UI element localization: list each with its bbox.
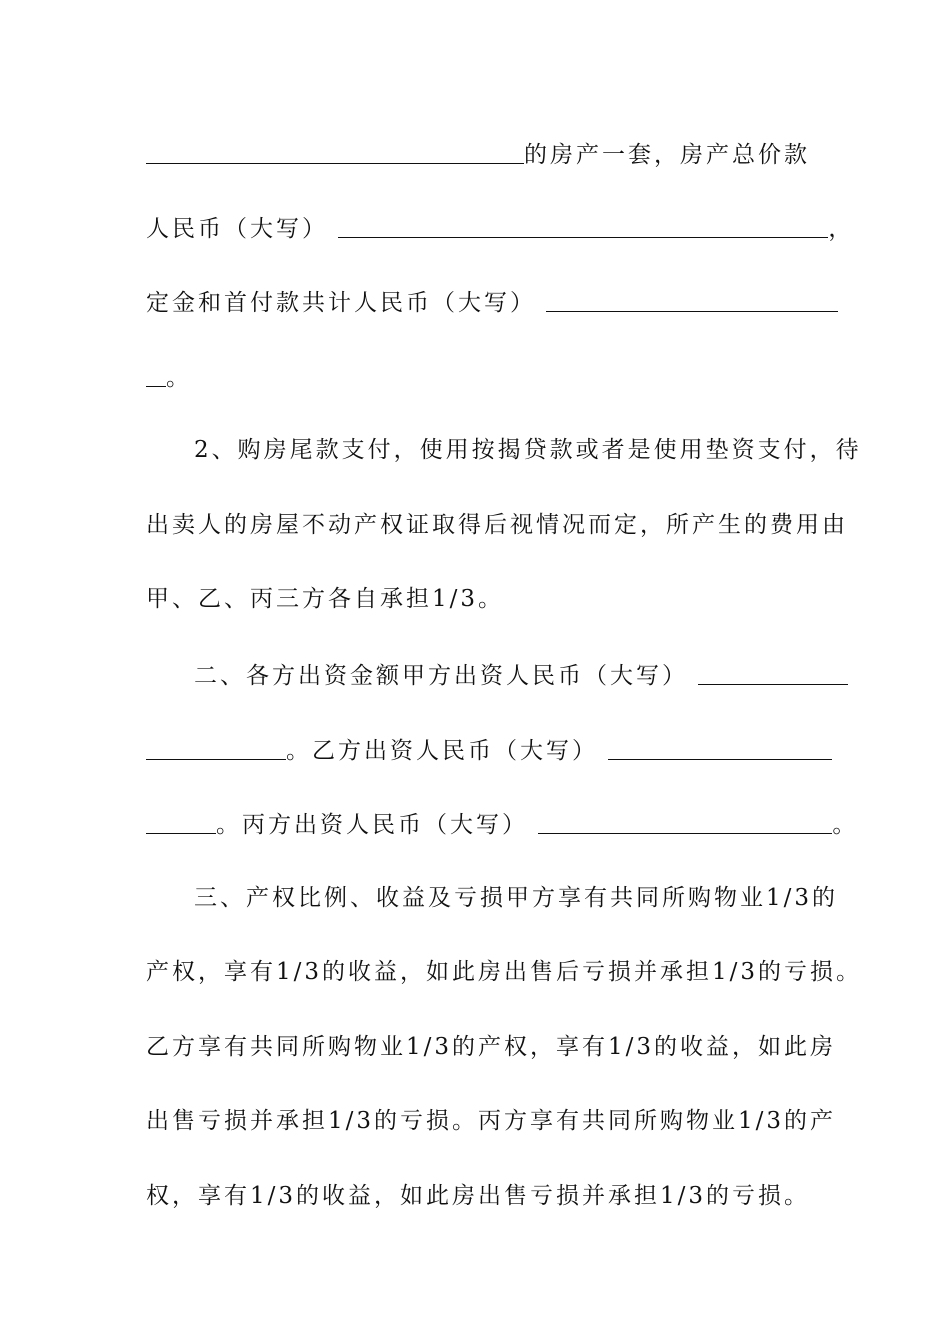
- deposit-continuation-line: [146, 356, 836, 396]
- purchase-property-line: [146, 133, 836, 173]
- party-b-amount-blank[interactable]: [608, 729, 832, 760]
- deposit-label: 定金和首付款共计人民币（大写）: [146, 290, 536, 316]
- party-a-contribution-label: 二、各方出资金额甲方出资人民币（大写）: [194, 663, 688, 689]
- deposit-amount-blank[interactable]: [546, 281, 838, 312]
- total-price-label: 人民币（大写）: [146, 216, 328, 242]
- property-rights-paragraph-line-3: 乙方享有共同所购物业1/3的产权，享有1/3的收益，如此房: [146, 1034, 837, 1060]
- total-price-blank[interactable]: [338, 207, 828, 238]
- party-c-contribution-line: [146, 803, 859, 843]
- property-rights-paragraph-line-4: 出售亏损并承担1/3的亏损。丙方享有共同所购物业1/3的产: [146, 1108, 837, 1134]
- party-b-contribution-label: 。乙方出资人民币（大写）: [286, 738, 598, 764]
- final-payment-paragraph-line-3: 甲、乙、丙三方各自承担1/3。: [146, 586, 505, 612]
- party-a-amount-blank-continued[interactable]: [146, 729, 286, 760]
- party-c-end-mark: 。: [832, 812, 859, 838]
- property-address-blank[interactable]: [146, 133, 524, 164]
- property-rights-paragraph-line-5: 权，享有1/3的收益，如此房出售亏损并承担1/3的亏损。: [146, 1183, 811, 1209]
- final-payment-paragraph-line-2: 出卖人的房屋不动产权证取得后视情况而定，所产生的费用由: [146, 512, 848, 538]
- party-c-contribution-label: 。丙方出资人民币（大写）: [216, 812, 528, 838]
- property-rights-paragraph-line-2: 产权，享有1/3的收益，如此房出售后亏损并承担1/3的亏损。: [146, 959, 863, 985]
- party-a-amount-blank[interactable]: [698, 654, 848, 685]
- property-line-text: 的房产一套，房产总价款: [524, 142, 810, 168]
- contribution-section-line: [194, 654, 814, 694]
- total-price-comma: ，: [828, 216, 855, 242]
- deposit-line: [146, 281, 836, 321]
- party-c-amount-blank[interactable]: [538, 803, 832, 834]
- total-price-line: [146, 207, 855, 247]
- party-b-amount-blank-continued[interactable]: [146, 803, 216, 834]
- deposit-end-mark: 。: [166, 365, 192, 391]
- final-payment-paragraph-line-1: 2、购房尾款支付，使用按揭贷款或者是使用垫资支付，待: [194, 437, 862, 463]
- property-rights-paragraph-line-1: 三、产权比例、收益及亏损甲方享有共同所购物业1/3的: [194, 885, 839, 911]
- party-b-contribution-line: [146, 729, 836, 769]
- deposit-amount-blank-continued[interactable]: [146, 356, 166, 387]
